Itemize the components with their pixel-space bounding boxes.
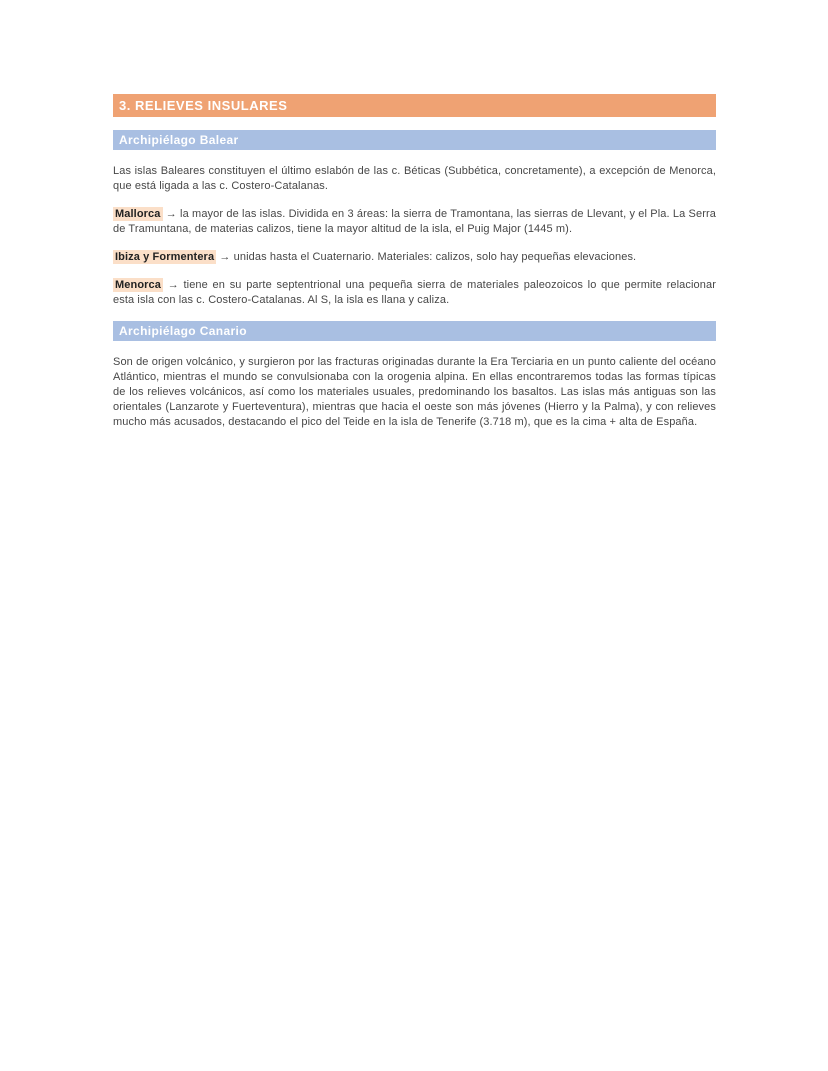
paragraph-ibiza-formentera-text: → unidas hasta el Cuaternario. Materiales: calizos, solo hay pequeñas elevaciones. — [219, 251, 637, 263]
highlighted-term-mallorca: Mallorca — [115, 208, 161, 220]
section-heading-canario: Archipiélago Canario — [119, 324, 247, 338]
section-title-bar — [113, 94, 716, 117]
paragraph-ibiza-formentera — [113, 250, 716, 265]
paragraph-canarias: Son de origen volcánico, y surgieron por las fracturas originadas durante la Era Terciaria en un punto caliente del océano Atlántico, mientras el mundo se convulsionaba con la orogenia alpina. En ellas encontraremos todas las formas típicas de los relieves volcánicos, así como los materiales usuales, predominando los basaltos. Las islas más antiguas son las orientales (Lanzarote y Fuerteventura), mientras que hacia el oeste son más jóvenes (Hierro y la Palma), y con relieves mucho más acusados, destacando el pico del Teide en la isla de Tenerife (3.718 m), que es la cima + alta de España. — [113, 356, 716, 428]
highlighted-term-menorca: Menorca — [115, 279, 162, 291]
paragraph-mallorca — [113, 207, 716, 237]
highlighted-term-ibiza-formentera: Ibiza y Formentera — [115, 251, 215, 263]
paragraph-menorca — [113, 278, 716, 308]
page-content — [113, 94, 716, 443]
page-title: 3. RELIEVES INSULARES — [119, 98, 288, 113]
heading-bar-canario — [113, 321, 716, 341]
paragraph-mallorca-text: → la mayor de las islas. Dividida en 3 áreas: la sierra de Tramontana, las sierras de Llevant, y el Pla. La Serra de Tramuntana, de materias calizos, tiene la mayor altitud de la isla, el Puig Major (1445 m). — [113, 208, 716, 235]
paragraph-menorca-text: → tiene en su parte septentrional una pequeña sierra de materiales paleozoicos lo que permite relacionar esta isla con las c. Costero-Catalanas. Al S, la isla es llana y caliza. — [113, 279, 716, 306]
heading-bar-balear — [113, 130, 716, 150]
paragraph-baleares-intro: Las islas Baleares constituyen el último eslabón de las c. Béticas (Subbética, concretamente), a excepción de Menorca, que está ligada a las c. Costero-Catalanas. — [113, 165, 716, 192]
section-heading-balear: Archipiélago Balear — [119, 133, 239, 147]
